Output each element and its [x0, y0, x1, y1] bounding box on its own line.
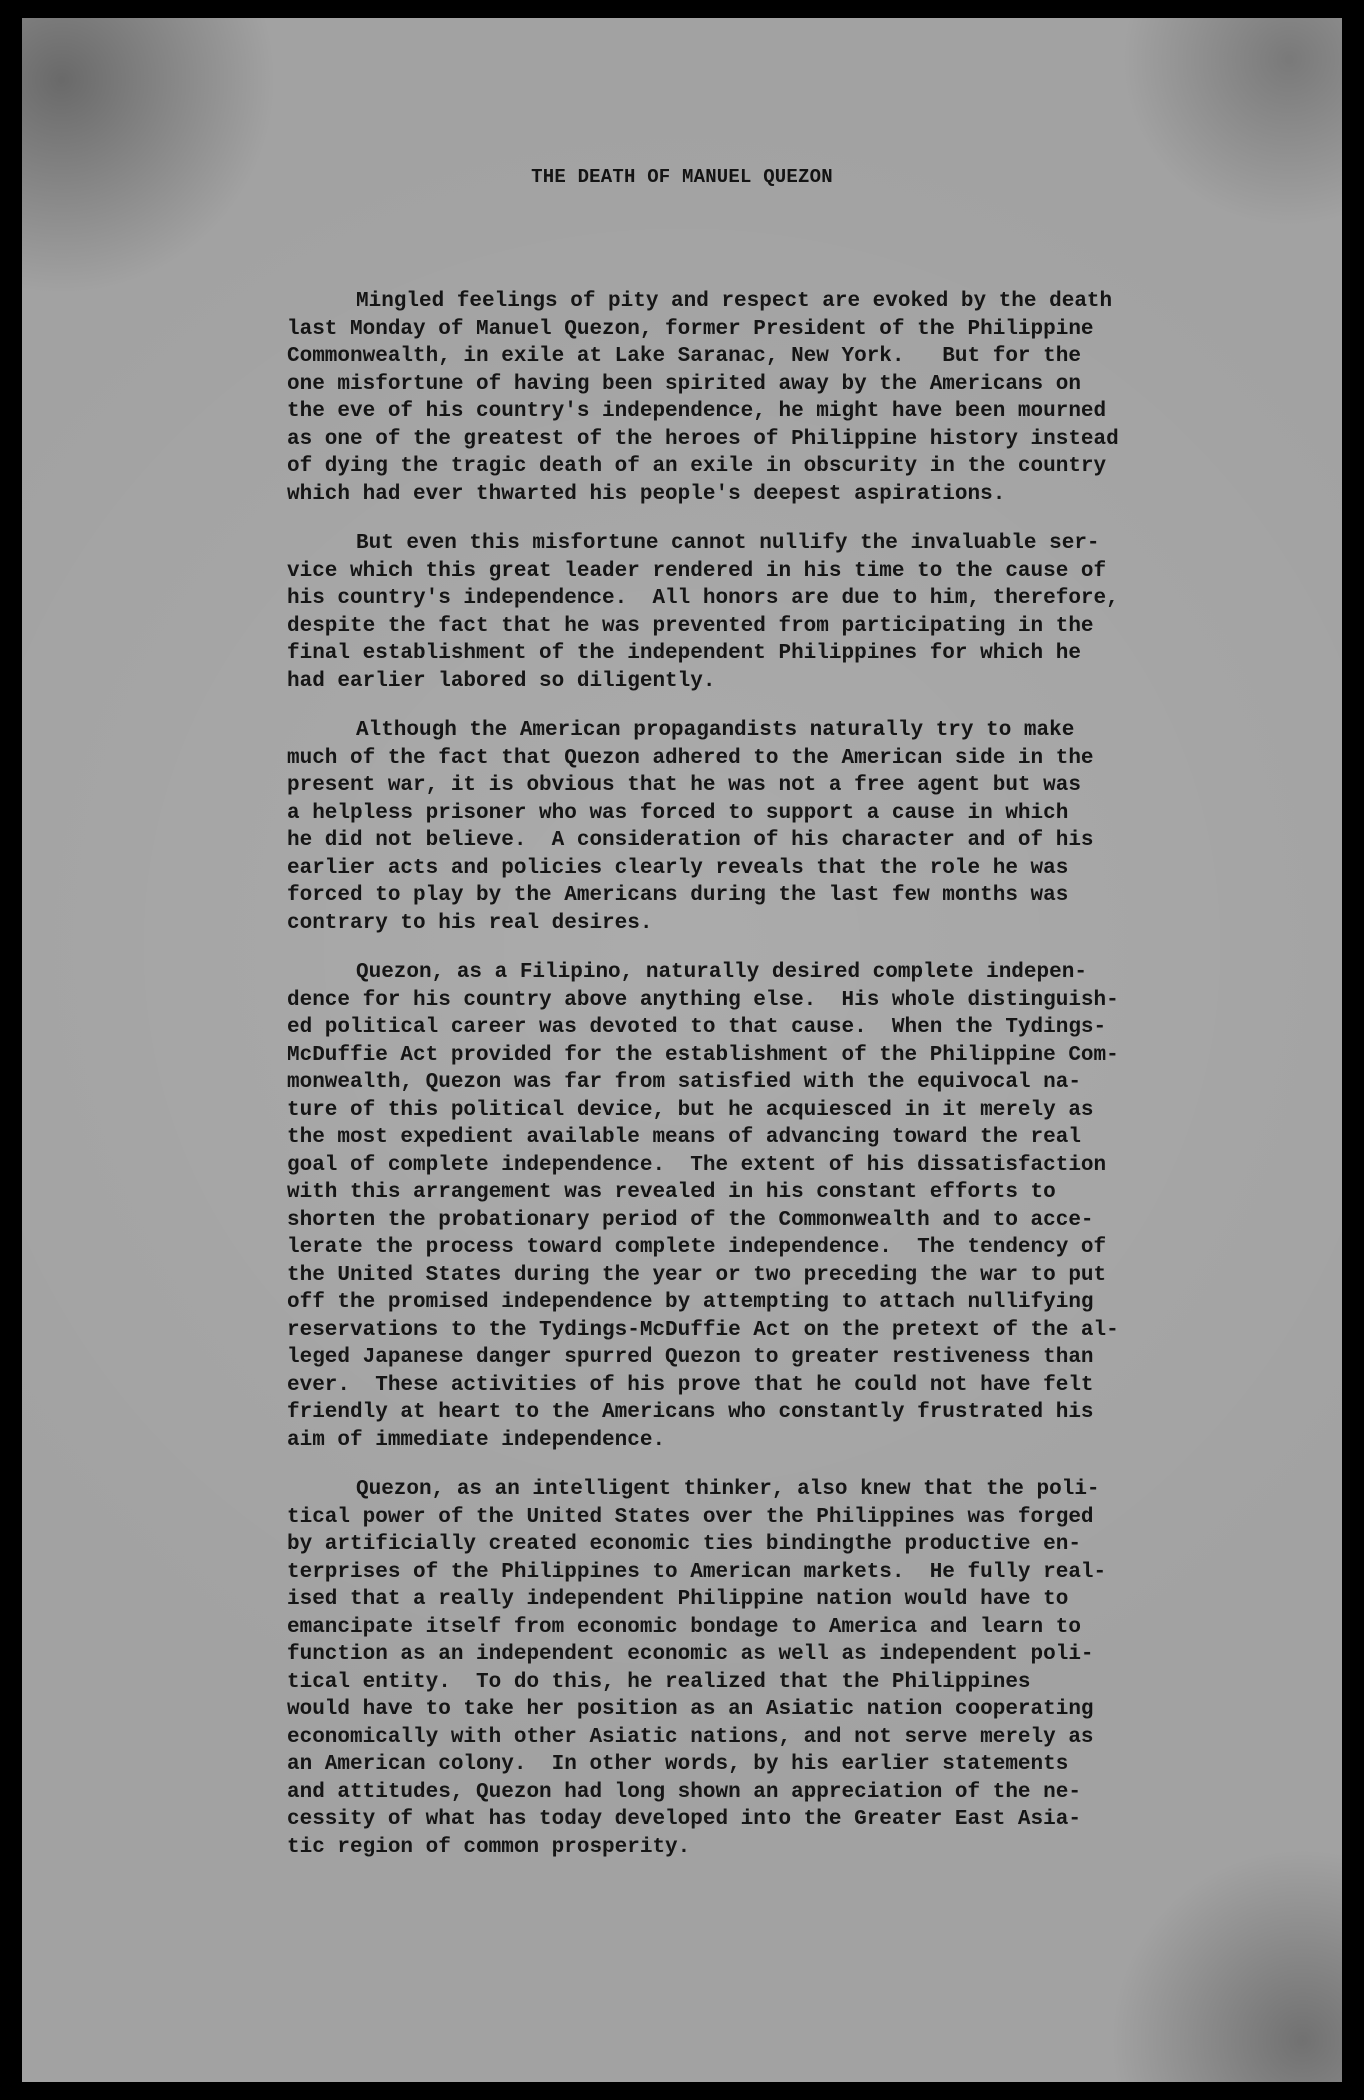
text-line: leged Japanese danger spurred Quezon to greater restiveness than [287, 1346, 1094, 1369]
text-line: Quezon, as an intelligent thinker, also knew that the poli- [356, 1478, 1100, 1501]
text-line: much of the fact that Quezon adhered to the American side in the [287, 746, 1094, 770]
text-line: reservations to the Tydings-McDuffie Act on the pretext of the al- [287, 1318, 1119, 1342]
text-line: with this arrangement was revealed in his constant efforts to [287, 1181, 1056, 1204]
text-line: ture of this political device, but he acquiesced in it merely as [287, 1098, 1094, 1122]
text-line: present war, it is obvious that he was not a free agent but was [287, 774, 1081, 797]
text-line: Mingled feelings of pity and respect are evoked by the death [356, 290, 1113, 313]
paragraph [287, 717, 1207, 937]
text-line: an American colony. In other words, by his earlier statements [287, 1753, 1069, 1776]
text-line: lerate the process toward complete independence. The tendency of [287, 1236, 1107, 1259]
text-line: of dying the tragic death of an exile in obscurity in the country [287, 455, 1107, 478]
text-line: economically with other Asiatic nations, and not serve merely as [287, 1725, 1094, 1749]
document-page [22, 18, 1342, 2082]
text-line: forced to play by the Americans during the last few months was [287, 884, 1069, 907]
text-line: the most expedient available means of advancing toward the real [287, 1126, 1081, 1149]
page-title: THE DEATH OF MANUEL QUEZON [531, 166, 833, 188]
text-line: ised that a really independent Philippine nation would have to [287, 1588, 1069, 1611]
text-line: aim of immediate independence. [287, 1428, 666, 1452]
text-line: as one of the greatest of the heroes of Philippine history instead [287, 427, 1119, 451]
text-line: shorten the probationary period of the Commonwealth and to acce- [287, 1208, 1094, 1232]
text-line: McDuffie Act provided for the establishment of the Philippine Com- [287, 1043, 1119, 1067]
text-line: his country's independence. All honors are due to him, therefore, [287, 587, 1119, 610]
paragraph [287, 959, 1207, 1454]
text-line: and attitudes, Quezon had long shown an appreciation of the ne- [287, 1780, 1081, 1804]
text-line: tic region of common prosperity. [287, 1835, 691, 1859]
text-line: monwealth, Quezon was far from satisfied with the equivocal na- [287, 1071, 1081, 1094]
text-line: despite the fact that he was prevented from participating in the [287, 614, 1094, 638]
text-line: the eve of his country's independence, he might have been mourned [287, 400, 1107, 423]
text-line: the United States during the year or two preceding the war to put [287, 1263, 1107, 1287]
text-line: which had ever thwarted his people's deepest aspirations. [287, 482, 1006, 506]
text-line: final establishment of the independent Philippines for which he [287, 642, 1081, 665]
text-line: Although the American propagandists naturally try to make [356, 719, 1075, 742]
text-line: last Monday of Manuel Quezon, former President of the Philippine [287, 317, 1094, 341]
text-line: dence for his country above anything else. His whole distinguish- [287, 988, 1119, 1012]
text-line: would have to take her position as an Asiatic nation cooperating [287, 1698, 1094, 1721]
text-line: ever. These activities of his prove that he could not have felt [287, 1373, 1094, 1397]
text-line: earlier acts and policies clearly reveals that the role he was [287, 856, 1069, 880]
text-line: goal of complete independence. The extent of his dissatisfaction [287, 1153, 1107, 1177]
paragraph [287, 1476, 1207, 1861]
text-line: emancipate itself from economic bondage to America and learn to [287, 1615, 1081, 1639]
text-line: ed political career was devoted to that cause. When the Tydings- [287, 1016, 1107, 1039]
text-line: contrary to his real desires. [287, 911, 653, 935]
text-line: friendly at heart to the Americans who constantly frustrated his [287, 1401, 1094, 1424]
text-line: Quezon, as a Filipino, naturally desired complete indepen- [356, 961, 1087, 984]
text-line: had earlier labored so diligently. [287, 669, 716, 693]
text-line: vice which this great leader rendered in his time to the cause of [287, 559, 1107, 583]
text-line: tical power of the United States over the Philippines was forged [287, 1505, 1094, 1529]
text-line: tical entity. To do this, he realized that the Philippines [287, 1670, 1031, 1694]
document-body [287, 288, 1207, 1883]
text-line: by artificially created economic ties bindingthe productive en- [287, 1533, 1081, 1556]
text-line: one misfortune of having been spirited away by the Americans on [287, 372, 1081, 396]
text-line: a helpless prisoner who was forced to support a cause in which [287, 801, 1069, 825]
paragraph [287, 530, 1207, 695]
text-line: terprises of the Philippines to American markets. He fully real- [287, 1560, 1107, 1584]
text-line: he did not believe. A consideration of his character and of his [287, 829, 1094, 852]
text-line: cessity of what has today developed into the Greater East Asia- [287, 1808, 1081, 1831]
text-line: off the promised independence by attempting to attach nullifying [287, 1291, 1094, 1314]
text-line: function as an independent economic as well as independent poli- [287, 1643, 1094, 1666]
text-line: Commonwealth, in exile at Lake Saranac, New York. But for the [287, 345, 1081, 368]
paragraph [287, 288, 1207, 508]
text-line: But even this misfortune cannot nullify the invaluable ser- [356, 532, 1100, 555]
